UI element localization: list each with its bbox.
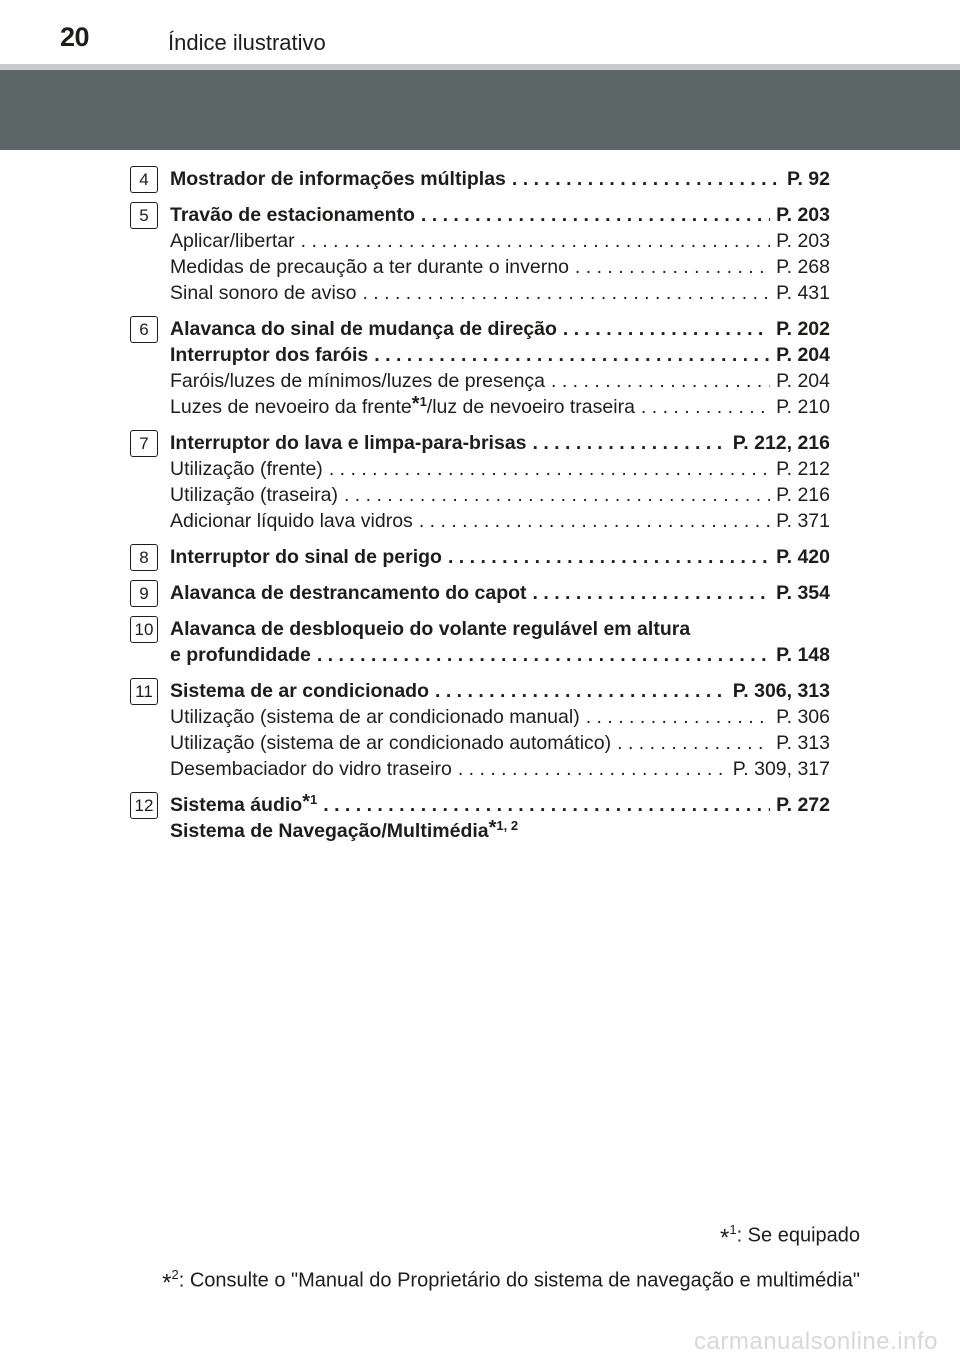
item-label: Faróis/luzes de mínimos/luzes de presença [170, 370, 546, 392]
page-reference[interactable]: P. 272 [776, 794, 830, 816]
section-title: Índice ilustrativo [168, 30, 326, 55]
page-reference[interactable]: P. 210 [776, 396, 830, 418]
page-reference[interactable]: P. 431 [776, 282, 830, 304]
item-label: Utilização (sistema de ar condicionado manual) [170, 706, 580, 728]
item-number-badge: 7 [130, 430, 158, 457]
item-label: Interruptor do sinal de perigo [170, 546, 442, 568]
index-heading[interactable] [170, 342, 830, 368]
index-heading[interactable] [170, 316, 830, 342]
dot-leader [617, 730, 770, 756]
dot-leader [551, 368, 770, 394]
footnote-marker: *1 [411, 392, 427, 415]
footnote-marker: *1, 2 [488, 816, 519, 839]
dot-leader [374, 342, 770, 368]
footnote-1: *$^1$: Se equipado [719, 1222, 860, 1252]
index-subitem[interactable] [170, 368, 830, 394]
item-label: Utilização (sistema de ar condicionado automático) [170, 732, 612, 754]
dot-leader [586, 704, 770, 730]
item-label: Utilização (traseira) [170, 484, 338, 506]
index-subitem[interactable] [170, 456, 830, 482]
index-heading[interactable] [170, 430, 830, 456]
item-label: Aplicar/libertar [170, 230, 295, 252]
index-heading[interactable] [170, 792, 830, 818]
index-entry [130, 792, 830, 844]
item-number-badge: 10 [130, 616, 158, 643]
index-heading[interactable] [170, 642, 830, 668]
item-number-badge: 4 [130, 166, 158, 193]
page-reference[interactable]: P. 216 [776, 484, 830, 506]
dot-leader [323, 792, 770, 818]
item-label: Alavanca de destrancamento do capot [170, 582, 527, 604]
index-heading[interactable] [170, 544, 830, 570]
item-label: Luzes de nevoeiro da frente [170, 396, 412, 418]
index-entry [130, 580, 830, 606]
watermark: carmanualsonline.info [694, 1328, 938, 1355]
item-label: Utilização (frente) [170, 458, 323, 480]
dot-leader [448, 544, 770, 570]
page-header [0, 0, 960, 70]
dot-leader [458, 756, 727, 782]
item-label: Interruptor dos faróis [170, 344, 369, 366]
item-label: Desembaciador do vidro traseiro [170, 758, 452, 780]
footnote-text: : Se equipado [736, 1224, 860, 1247]
index-entry [130, 678, 830, 782]
item-label: Sinal sonoro de aviso [170, 282, 357, 304]
index-subitem[interactable] [170, 704, 830, 730]
index-entry [130, 430, 830, 534]
index-heading[interactable] [170, 580, 830, 606]
dot-leader [512, 166, 781, 192]
dot-leader [362, 280, 770, 306]
index-subitem[interactable] [170, 508, 830, 534]
item-label: Alavanca de desbloqueio do volante regulável em altura [170, 618, 691, 640]
page-reference[interactable]: P. 354 [776, 582, 830, 604]
dot-leader [419, 508, 770, 534]
page-reference[interactable]: P. 420 [776, 546, 830, 568]
dot-leader [344, 482, 770, 508]
index-entry [130, 202, 830, 306]
index-subitem[interactable] [170, 756, 830, 782]
page-reference[interactable]: P. 204 [776, 370, 830, 392]
item-label: e profundidade [170, 644, 311, 666]
item-number-badge: 9 [130, 580, 158, 607]
index-heading[interactable] [170, 818, 830, 844]
item-label: Alavanca do sinal de mudança de direção [170, 318, 557, 340]
page-reference[interactable]: P. 268 [776, 256, 830, 278]
index-heading[interactable] [170, 166, 830, 192]
index-list [130, 166, 830, 854]
dot-leader [317, 642, 770, 668]
index-entry [130, 616, 830, 668]
item-label: Mostrador de informações múltiplas [170, 168, 506, 190]
dot-leader [575, 254, 770, 280]
page-reference[interactable]: P. 371 [776, 510, 830, 532]
item-number-badge: 6 [130, 316, 158, 343]
dot-leader [641, 394, 770, 420]
page-number: 20 [60, 22, 90, 52]
dot-leader [435, 678, 727, 704]
page-reference[interactable]: P. 148 [776, 644, 830, 666]
item-label-continued: /luz de nevoeiro traseira [426, 396, 635, 418]
item-label: Sistema de ar condicionado [170, 680, 429, 702]
page-reference[interactable]: P. 306 [776, 706, 830, 728]
dot-leader [563, 316, 770, 342]
index-heading[interactable] [170, 202, 830, 228]
dot-leader [301, 228, 770, 254]
index-entry [130, 316, 830, 420]
footnote-text: : Consulte o "Manual do Proprietário do sistema de navegação e multimédia" [178, 1269, 860, 1292]
item-label: Medidas de precaução a ter durante o inverno [170, 256, 569, 278]
item-number-badge: 11 [130, 678, 158, 705]
item-label: Interruptor do lava e limpa-para-brisas [170, 432, 527, 454]
page-reference[interactable]: P. 313 [776, 732, 830, 754]
page-reference[interactable]: P. 212 [776, 458, 830, 480]
page-reference[interactable]: P. 306, 313 [732, 680, 830, 702]
item-number-badge: 12 [130, 792, 158, 819]
index-entry [130, 166, 830, 192]
index-subitem[interactable] [170, 394, 830, 420]
index-subitem[interactable] [170, 228, 830, 254]
footnotes [162, 1212, 860, 1301]
dot-leader [421, 202, 770, 228]
page-reference[interactable]: P. 203 [776, 230, 830, 252]
footnote-marker: *1 [302, 790, 318, 813]
index-subitem[interactable] [170, 482, 830, 508]
index-subitem[interactable] [170, 730, 830, 756]
index-heading[interactable] [170, 616, 830, 642]
page-reference[interactable]: P. 204 [776, 344, 830, 366]
page-reference[interactable]: P. 203 [776, 204, 830, 226]
dot-leader [533, 430, 727, 456]
footnote-mark: 1 [729, 1222, 737, 1237]
index-subitem[interactable] [170, 254, 830, 280]
footnote-mark: 2 [171, 1266, 179, 1282]
page-reference[interactable]: P. 92 [786, 168, 830, 190]
illustration-band [0, 70, 960, 150]
item-number-badge: 8 [130, 544, 158, 571]
item-number-badge: 5 [130, 202, 158, 229]
index-heading[interactable] [170, 678, 830, 704]
item-label: Adicionar líquido lava vidros [170, 510, 413, 532]
page-reference[interactable]: P. 212, 216 [732, 432, 830, 454]
dot-leader [533, 580, 771, 606]
page-reference[interactable]: P. 309, 317 [732, 758, 830, 780]
item-label: Travão de estacionamento [170, 204, 415, 226]
page-reference[interactable]: P. 202 [776, 318, 830, 340]
index-entry [130, 544, 830, 570]
dot-leader [329, 456, 770, 482]
item-label: Sistema áudio [170, 794, 303, 816]
footnote-2: *$^2$: Consulte o "Manual do Proprietário do sistema de navegação e multimédia" [162, 1266, 860, 1297]
index-subitem[interactable] [170, 280, 830, 306]
item-label: Sistema de Navegação/Multimédia [170, 820, 489, 842]
